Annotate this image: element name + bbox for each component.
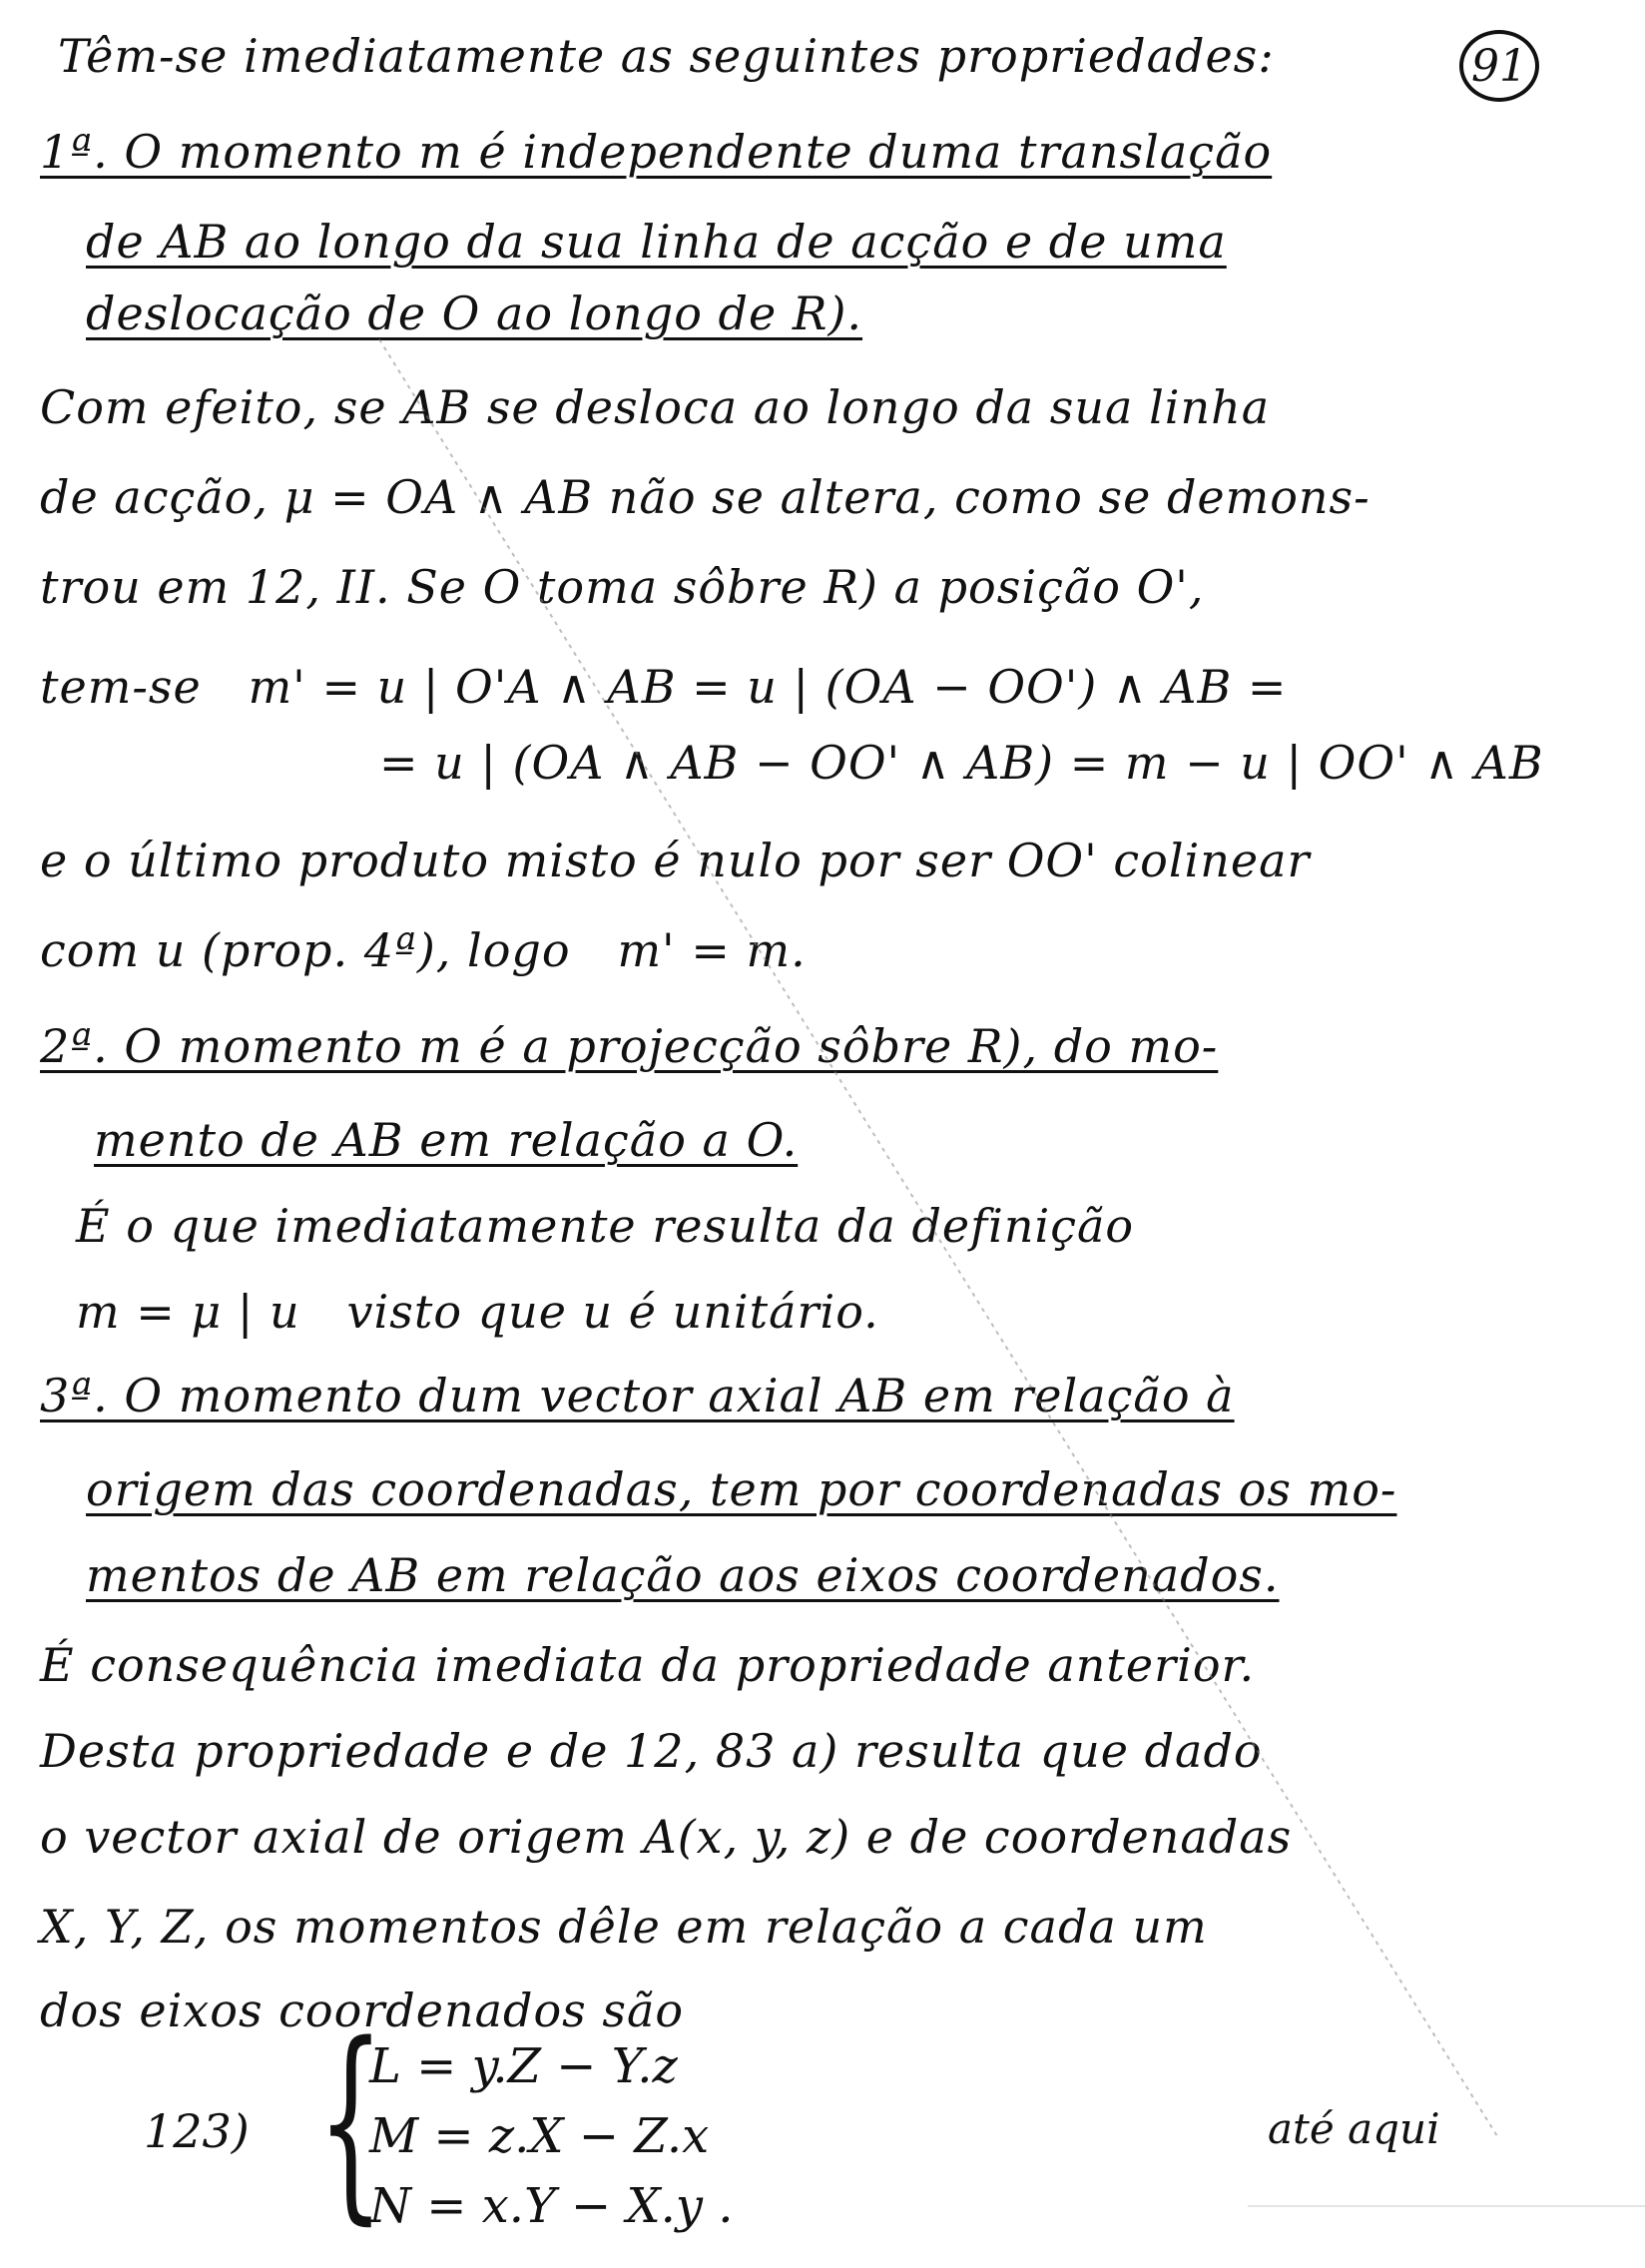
text-line-8: tem-se m' = u | O'A ∧ AB = u | (OA − OO') ∧ AB = [40,660,1288,714]
equation-line-2: M = z.X − Z.x [369,2108,710,2164]
text-line-21: o vector axial de origem A(x, y, z) e de coordenadas [40,1810,1293,1864]
equation-line-3: N = x.Y − X.y . [369,2178,734,2234]
text-line-18: mentos de AB em relação aos eixos coordenados. [86,1548,1280,1602]
margin-note: até aqui [1268,2104,1440,2153]
text-line-22: X, Y, Z, os momentos dêle em relação a cada um [40,1900,1208,1954]
text-line-4: deslocação de O ao longo de R). [86,286,863,340]
text-line-1: Têm-se imediatamente as seguintes propriedades: [58,29,1275,83]
text-line-14: É o que imediatamente resulta da definição [76,1199,1135,1253]
text-line-2: 1ª. O momento m é independente duma translação [40,125,1273,179]
text-line-9: = u | (OA ∧ AB − OO' ∧ AB) = m − u | OO' ∧ AB [379,736,1544,790]
system-brace: { [317,1998,384,2243]
text-line-20: Desta propriedade e de 12, 83 a) resulta que dado [40,1724,1263,1778]
text-line-10: e o último produto misto é nulo por ser OO' colinear [40,834,1311,887]
text-line-17: origem das coordenadas, tem por coordenadas os mo- [86,1462,1397,1516]
text-line-15: m = μ | u visto que u é unitário. [76,1285,879,1339]
text-line-13: mento de AB em relação a O. [94,1113,799,1167]
equation-line-1: L = y.Z − Y.z [369,2038,678,2094]
diagonal-fold-line [379,339,1497,2136]
text-line-7: trou em 12, II. Se O toma sôbre R) a posição O', [40,560,1205,614]
text-line-3: de AB ao longo da sua linha de acção e de uma [86,215,1227,269]
text-line-5: Com efeito, se AB se desloca ao longo da sua linha [40,380,1271,434]
text-line-12: 2ª. O momento m é a projecção sôbre R), do mo- [40,1019,1219,1073]
page-number: 91 [1471,40,1527,92]
text-line-19: É consequência imediata da propriedade anterior. [40,1638,1256,1692]
text-line-11: com u (prop. 4ª), logo m' = m. [40,923,807,977]
equation-number: 123) [144,2104,250,2158]
text-line-16: 3ª. O momento dum vector axial AB em relação à [40,1369,1235,1422]
text-line-6: de acção, μ = OA ∧ AB não se altera, como se demons- [40,470,1371,524]
text-line-23: dos eixos coordenados são [40,1984,685,2037]
